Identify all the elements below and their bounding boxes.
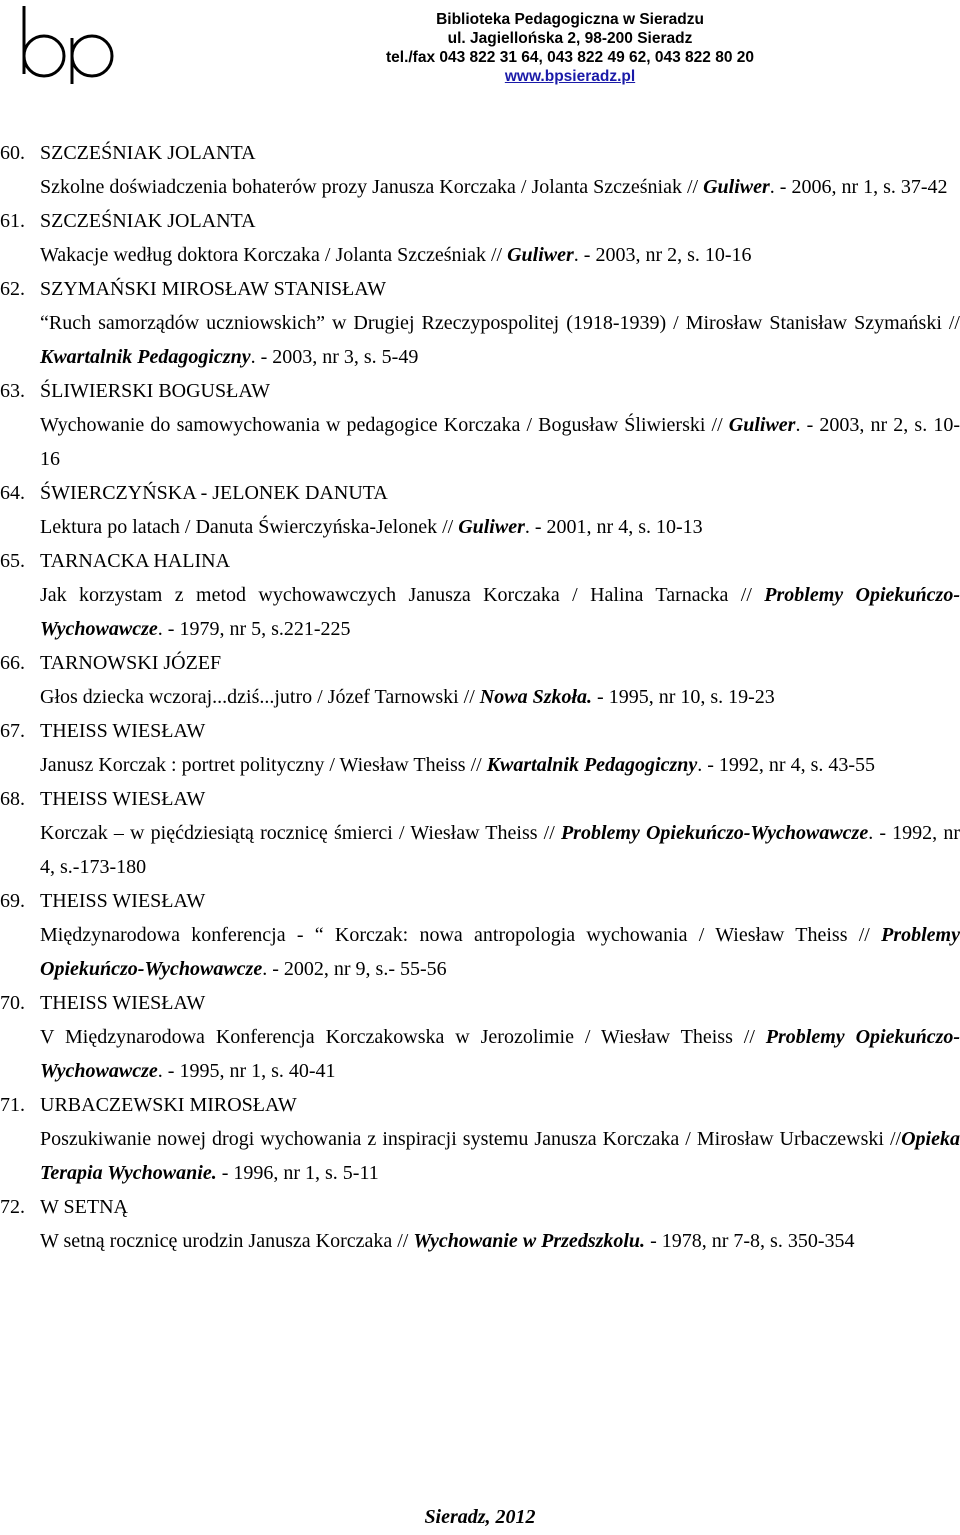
entry-publication-details: . - 2003, nr 2, s. 10-16 [40, 414, 960, 470]
page-footer: Sieradz, 2012 [424, 1506, 536, 1528]
bibliography-list [0, 136, 960, 1258]
entry-source-journal: Guliwer [728, 414, 796, 436]
library-name: Biblioteka Pedagogiczna w Sieradzu [436, 11, 704, 28]
entry-title: Międzynarodowa konferencja - “ Korczak: nowa antropologia wychowania / Wiesław Theiss // [40, 924, 882, 946]
entry-description [40, 1224, 960, 1258]
entry-author: ŚWIERCZYŃSKA - JELONEK DANUTA [40, 482, 388, 504]
entry-publication-details: . - 1979, nr 5, s.221-225 [157, 618, 351, 640]
entry-number: 65. [0, 550, 25, 572]
entry-number: 60. [0, 142, 25, 164]
entry-description [40, 170, 960, 204]
entry-number: 61. [0, 210, 25, 232]
entry-title: Szkolne doświadczenia bohaterów prozy Janusza Korczaka / Jolanta Szcześniak // [40, 176, 704, 198]
entry-description [40, 748, 960, 782]
entry-author: W SETNĄ [40, 1196, 128, 1218]
entry-description [40, 680, 960, 714]
bibliography-entry [0, 714, 960, 782]
entry-description [40, 238, 960, 272]
entry-number: 68. [0, 788, 25, 810]
entry-title: Głos dziecka wczoraj...dziś...jutro / Józef Tarnowski // [40, 686, 480, 708]
bibliography-entry [0, 136, 960, 204]
entry-source-journal: Problemy Opiekuńczo-Wychowawcze [40, 1026, 960, 1082]
entry-title: Korczak – w pięćdziesiątą rocznicę śmierci / Wiesław Theiss // [40, 822, 561, 844]
entry-author: THEISS WIESŁAW [40, 788, 206, 810]
entry-author: TARNOWSKI JÓZEF [40, 652, 222, 674]
entry-description [40, 816, 960, 884]
entry-number: 70. [0, 992, 25, 1014]
entry-author: SZCZEŚNIAK JOLANTA [40, 210, 256, 232]
entry-number: 71. [0, 1094, 25, 1116]
entry-number: 62. [0, 278, 25, 300]
entry-description [40, 510, 960, 544]
entry-publication-details: - 1978, nr 7-8, s. 350-354 [645, 1230, 855, 1252]
entry-publication-details: . - 1992, nr 4, s. 43-55 [697, 754, 876, 776]
entry-publication-details: . - 2001, nr 4, s. 10-13 [524, 516, 703, 538]
entry-title: Poszukiwanie nowej drogi wychowania z inspiracji systemu Janusza Korczaka / Mirosław Urbaczewski // [40, 1128, 902, 1150]
entry-description [40, 578, 960, 646]
entry-publication-details: . - 2003, nr 2, s. 10-16 [573, 244, 752, 266]
entry-source-journal: Nowa Szkoła. [479, 686, 593, 708]
library-website-link[interactable]: www.bpsieradz.pl [504, 68, 636, 85]
bibliography-entry [0, 646, 960, 714]
entry-description [40, 306, 960, 374]
entry-title: “Ruch samorządów uczniowskich” w Drugiej Rzeczypospolitej (1918-1939) / Mirosław Stanisław Szymański // [40, 312, 960, 334]
entry-number: 69. [0, 890, 25, 912]
entry-number: 66. [0, 652, 25, 674]
entry-source-journal: Guliwer [507, 244, 574, 266]
entry-publication-details: . - 2002, nr 9, s.- 55-56 [262, 958, 447, 980]
entry-source-journal: Guliwer [458, 516, 525, 538]
library-logo [14, 4, 124, 86]
entry-number: 64. [0, 482, 25, 504]
entry-author: ŚLIWIERSKI BOGUSŁAW [40, 380, 271, 402]
entry-description [40, 1122, 960, 1190]
entry-title: V Międzynarodowa Konferencja Korczakowska w Jerozolimie / Wiesław Theiss // [40, 1026, 766, 1048]
entry-source-journal: Problemy Opiekuńczo-Wychowawcze [40, 924, 960, 980]
entry-author: THEISS WIESŁAW [40, 992, 206, 1014]
entry-title: Wychowanie do samowychowania w pedagogice Korczaka / Bogusław Śliwierski // [40, 414, 729, 436]
bibliography-entry [0, 986, 960, 1088]
entry-description [40, 408, 960, 476]
library-contact-info [380, 10, 760, 86]
bibliography-entry [0, 884, 960, 986]
entry-author: TARNACKA HALINA [40, 550, 231, 572]
bibliography-entry [0, 1190, 960, 1258]
entry-number: 63. [0, 380, 25, 402]
library-phone: tel./fax 043 822 31 64, 043 822 49 62, 043 822 80 20 [385, 49, 754, 66]
entry-publication-details: . - 1995, nr 1, s. 40-41 [157, 1060, 336, 1082]
entry-author: URBACZEWSKI MIROSŁAW [40, 1094, 297, 1116]
bibliography-entry [0, 544, 960, 646]
bibliography-entry [0, 476, 960, 544]
entry-author: SZCZEŚNIAK JOLANTA [40, 142, 256, 164]
page-header [0, 0, 960, 110]
entry-title: Janusz Korczak : portret polityczny / Wiesław Theiss // [40, 754, 487, 776]
entry-source-journal: Problemy Opiekuńczo-Wychowawcze [40, 584, 960, 640]
entry-title: Jak korzystam z metod wychowawczych Janusza Korczaka / Halina Tarnacka // [40, 584, 765, 606]
entry-source-journal: Kwartalnik Pedagogiczny [40, 346, 251, 368]
library-address: ul. Jagiellońska 2, 98-200 Sieradz [447, 30, 693, 47]
entry-publication-details: - 1995, nr 10, s. 19-23 [592, 686, 775, 708]
entry-number: 72. [0, 1196, 25, 1218]
entry-publication-details: . - 2003, nr 3, s. 5-49 [250, 346, 419, 368]
entry-author: THEISS WIESŁAW [40, 890, 206, 912]
bibliography-entry [0, 374, 960, 476]
entry-title: Lektura po latach / Danuta Świerczyńska-Jelonek // [40, 516, 459, 538]
entry-title: W setną rocznicę urodzin Janusza Korczaka // [40, 1230, 414, 1252]
entry-author: SZYMAŃSKI MIROSŁAW STANISŁAW [40, 278, 386, 300]
entry-source-journal: Kwartalnik Pedagogiczny [486, 754, 698, 776]
entry-source-journal: Opieka Terapia Wychowanie. [40, 1128, 960, 1184]
entry-description [40, 918, 960, 986]
bibliography-entry [0, 782, 960, 884]
entry-title: Wakacje według doktora Korczaka / Jolanta Szcześniak // [40, 244, 508, 266]
entry-description [40, 1020, 960, 1088]
entry-author: THEISS WIESŁAW [40, 720, 206, 742]
entry-publication-details: . - 1992, nr 4, s.-173-180 [40, 822, 960, 878]
entry-source-journal: Problemy Opiekuńczo-Wychowawcze [560, 822, 869, 844]
bibliography-entry [0, 1088, 960, 1190]
bibliography-entry [0, 272, 960, 374]
entry-publication-details: . - 2006, nr 1, s. 37-42 [769, 176, 948, 198]
entry-source-journal: Guliwer [703, 176, 770, 198]
entry-publication-details: - 1996, nr 1, s. 5-11 [216, 1162, 379, 1184]
entry-number: 67. [0, 720, 25, 742]
bibliography-entry [0, 204, 960, 272]
entry-source-journal: Wychowanie w Przedszkolu. [413, 1230, 646, 1252]
